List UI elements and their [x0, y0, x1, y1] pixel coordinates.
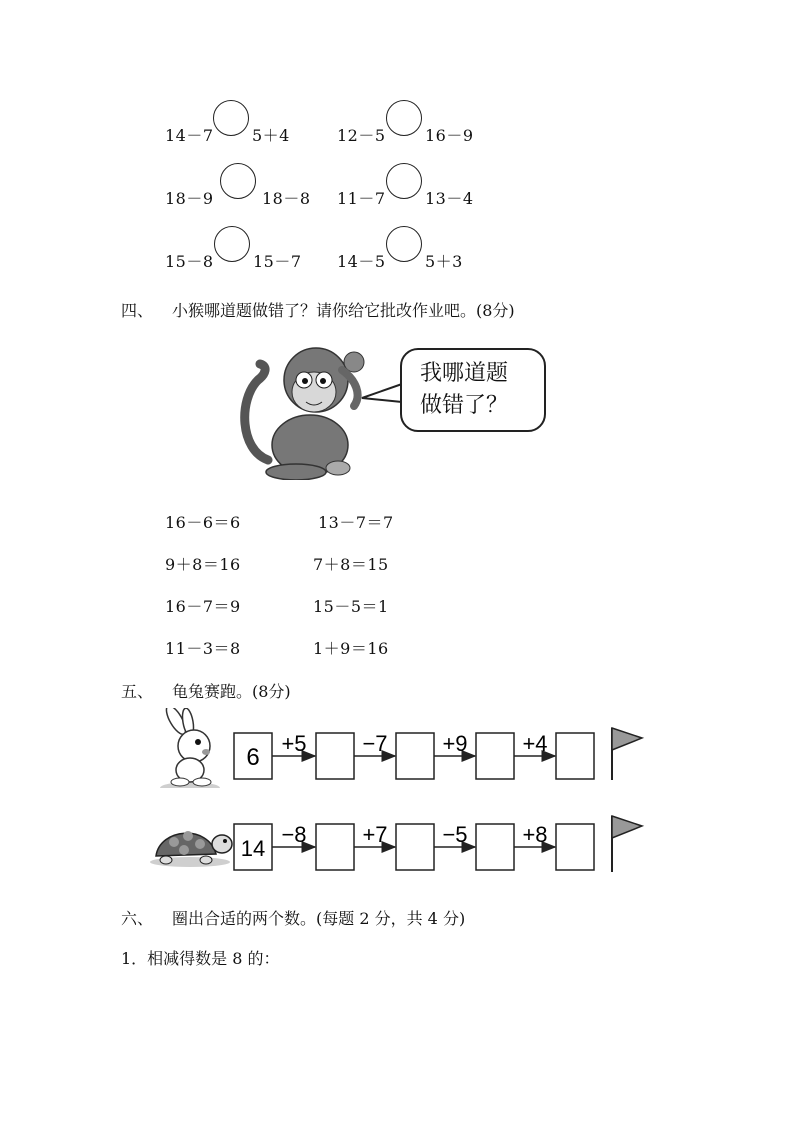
operation-label: −5 — [442, 822, 468, 847]
equation: 1＋9＝16 — [313, 639, 389, 658]
section-title: 圈出合适的两个数。(每题 2 分，共 4 分) — [172, 909, 466, 928]
equation: 11－3＝8 — [165, 639, 241, 658]
operation-label: −7 — [362, 731, 388, 756]
bubble-line: 做错了？ — [420, 393, 509, 418]
operation-label: −8 — [281, 822, 307, 847]
operation-label: +5 — [281, 731, 307, 756]
expr-left: 12－5 — [337, 126, 386, 145]
expr-left: 18－9 — [165, 189, 214, 208]
answer-box[interactable] — [396, 824, 434, 870]
question-1: 1．相减得数是 8 的： — [121, 949, 280, 968]
finish-flag-icon — [612, 728, 642, 780]
expr-left: 11－7 — [337, 189, 386, 208]
operation-label: +9 — [442, 731, 468, 756]
answer-box[interactable] — [476, 824, 514, 870]
section-number: 五、 — [121, 682, 154, 701]
expr-left: 15－8 — [165, 252, 214, 271]
answer-box[interactable] — [476, 733, 514, 779]
answer-box[interactable] — [556, 824, 594, 870]
start-number: 14 — [240, 836, 266, 861]
operation-label: +4 — [522, 731, 548, 756]
expr-right: 16－9 — [425, 126, 474, 145]
expr-left: 14－7 — [165, 126, 214, 145]
equation: 7＋8＝15 — [313, 555, 389, 574]
equation: 16－7＝9 — [165, 597, 241, 616]
answer-box[interactable] — [316, 733, 354, 779]
section-number: 四、 — [121, 301, 154, 320]
answer-box[interactable] — [316, 824, 354, 870]
section-title: 小猴哪道题做错了？请你给它批改作业吧。(8分) — [172, 301, 515, 320]
section-number: 六、 — [121, 909, 154, 928]
operation-label: +7 — [362, 822, 388, 847]
equation: 9＋8＝16 — [165, 555, 241, 574]
expr-left: 14－5 — [337, 252, 386, 271]
equation: 13－7＝7 — [318, 513, 394, 532]
expr-right: 18－8 — [262, 189, 311, 208]
answer-box[interactable] — [556, 733, 594, 779]
expr-right: 13－4 — [425, 189, 474, 208]
equation: 15－5＝1 — [313, 597, 389, 616]
rabbit-chain — [234, 731, 594, 779]
bubble-line: 我哪道题 — [420, 361, 509, 386]
answer-box[interactable] — [396, 733, 434, 779]
finish-flag-icon — [612, 816, 642, 872]
start-number: 6 — [246, 744, 260, 771]
turtle-chain — [234, 822, 594, 870]
expr-right: 15－7 — [253, 252, 302, 271]
section-title: 龟兔赛跑。(8分) — [172, 682, 291, 701]
equation: 16－6＝6 — [165, 513, 241, 532]
expr-right: 5＋3 — [425, 252, 463, 271]
operation-label: +8 — [522, 822, 548, 847]
expr-right: 5＋4 — [252, 126, 290, 145]
